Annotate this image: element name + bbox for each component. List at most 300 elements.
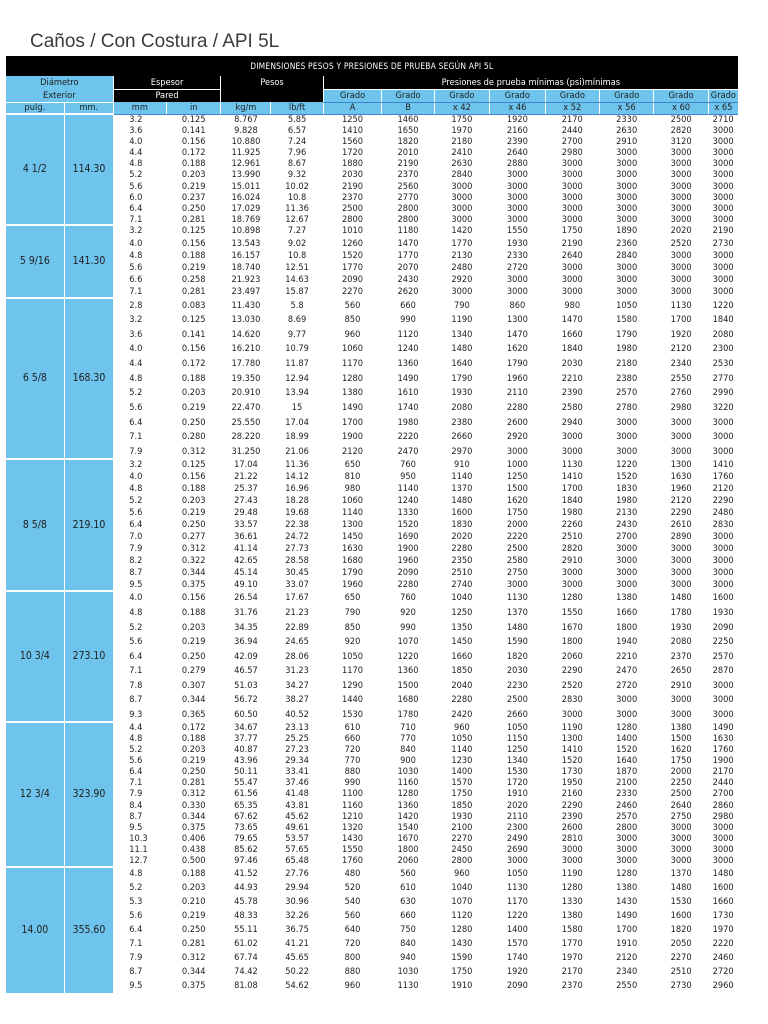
table-cell: 18.769 (231, 213, 261, 225)
table-cell: 7.0 (129, 531, 143, 543)
table-cell: 1450 (451, 636, 473, 648)
table-cell: 34.27 (285, 679, 309, 691)
table-cell: 1130 (670, 299, 692, 311)
table-cell: 0.219 (181, 507, 206, 519)
table-cell: 1790 (451, 372, 473, 384)
table-cell: 2510 (670, 965, 692, 977)
table-cell: 1630 (342, 543, 364, 555)
table-row (6, 867, 739, 881)
table-cell: 1910 (616, 937, 638, 949)
pesos-spacer (221, 89, 323, 102)
table-cell: 2760 (670, 387, 692, 399)
table-cell: 0.188 (181, 249, 206, 261)
table-cell: 2220 (506, 531, 528, 543)
table-row (6, 605, 739, 620)
table-cell: 3000 (616, 147, 638, 159)
table-cell: 17.780 (231, 358, 261, 370)
table-cell: 850 (344, 621, 361, 633)
table-cell: 54.62 (285, 979, 309, 991)
table-cell: 4.4 (129, 147, 143, 159)
table-cell: 6.57 (287, 125, 307, 137)
table-cell: 73.65 (234, 821, 258, 833)
table-cell: 85.62 (234, 844, 258, 856)
table-cell: 0.281 (181, 213, 206, 225)
table-cell: 2160 (506, 125, 528, 137)
table-cell: 920 (344, 636, 361, 648)
table-cell: 3000 (670, 708, 692, 720)
table-cell: 2480 (712, 507, 734, 519)
table-cell: 1620 (670, 743, 692, 755)
size-mm-cell: 219.10 (64, 459, 113, 591)
table-cell: 0.500 (181, 855, 206, 867)
table-cell: 29.48 (234, 507, 258, 519)
table-cell: 11.36 (285, 459, 309, 471)
table-cell: 0.250 (181, 202, 206, 214)
table-cell: 1410 (561, 743, 583, 755)
table-row (6, 620, 739, 635)
table-cell: 2980 (712, 810, 734, 822)
table-cell: 2210 (561, 372, 583, 384)
table-cell: 45.62 (285, 810, 309, 822)
table-cell: 3000 (712, 679, 734, 691)
table-cell: 3000 (670, 579, 692, 591)
table-cell: 1630 (670, 471, 692, 483)
table-cell: 2910 (616, 136, 638, 148)
table-cell: 3000 (712, 567, 734, 579)
table-cell: 7.9 (129, 951, 143, 963)
table-cell: 34.67 (234, 721, 258, 733)
table-cell: 3000 (670, 694, 692, 706)
table-cell: 2160 (561, 788, 583, 800)
table-cell: 1300 (670, 459, 692, 471)
table-cell: 1170 (506, 895, 528, 907)
table-cell: 1450 (342, 531, 364, 543)
pulg-header: pulg. (6, 102, 65, 114)
table-cell: 560 (344, 909, 361, 921)
table-cell: 2220 (397, 431, 419, 443)
table-cell: 0.307 (181, 679, 206, 691)
table-cell: 2640 (561, 249, 583, 261)
table-cell: 3000 (561, 579, 583, 591)
table-cell: 1920 (506, 965, 528, 977)
table-cell: 2570 (616, 810, 638, 822)
table-cell: 16.96 (285, 483, 309, 495)
table-cell: 2750 (506, 567, 528, 579)
table-cell: 5.2 (129, 495, 143, 507)
table-cell: 0.219 (181, 401, 206, 413)
table-cell: 2220 (712, 937, 734, 949)
table-cell: 3000 (712, 169, 734, 181)
size-mm-cell: 168.30 (64, 298, 113, 459)
table-row (6, 579, 739, 591)
table-cell: 1600 (712, 592, 734, 604)
grado-value-7: x 65 (708, 102, 738, 114)
table-cell: 1550 (561, 606, 583, 618)
table-cell: 1630 (712, 732, 734, 744)
table-row (6, 327, 739, 342)
table-cell: 1800 (616, 621, 638, 633)
table-cell: 990 (344, 777, 361, 789)
table-row (6, 286, 739, 298)
table-cell: 1530 (670, 895, 692, 907)
table-cell: 12.94 (285, 372, 309, 384)
table-cell: 480 (344, 867, 361, 879)
table-cell: 1050 (506, 867, 528, 879)
table-cell: 1890 (616, 225, 638, 237)
table-cell: 3000 (712, 261, 734, 273)
table-cell: 1000 (506, 459, 528, 471)
table-cell: 31.76 (234, 606, 258, 618)
table-cell: 2720 (506, 261, 528, 273)
table-cell: 0.250 (181, 650, 206, 662)
table-cell: 880 (344, 766, 361, 778)
table-cell: 2250 (670, 777, 692, 789)
table-cell: 2800 (397, 202, 419, 214)
table-cell: 2910 (561, 555, 583, 567)
table-cell: 17.04 (285, 416, 309, 428)
table-cell: 15 (291, 401, 303, 413)
table-cell: 2120 (342, 445, 364, 457)
table-cell: 3000 (712, 579, 734, 591)
table-row (6, 203, 739, 214)
table-cell: 42.09 (234, 650, 258, 662)
table-cell: 3000 (561, 431, 583, 443)
table-cell: 2280 (451, 694, 473, 706)
table-cell: 0.219 (181, 909, 206, 921)
table-cell: 1060 (342, 495, 364, 507)
table-row (6, 909, 739, 923)
table-cell: 0.203 (181, 743, 206, 755)
table-cell: 16.210 (231, 343, 261, 355)
table-cell: 3000 (561, 274, 583, 286)
table-cell: 8.69 (287, 314, 307, 326)
table-cell: 0.237 (181, 191, 206, 203)
table-cell: 3000 (712, 136, 734, 148)
table-cell: 1430 (342, 833, 364, 845)
table-cell: 2660 (506, 708, 528, 720)
table-cell: 810 (344, 471, 361, 483)
table-cell: 65.35 (234, 799, 258, 811)
table-cell: 1980 (561, 507, 583, 519)
table-cell: 14.12 (285, 471, 309, 483)
table-cell: 7.9 (129, 543, 143, 555)
table-cell: 0.258 (181, 274, 206, 286)
table-row (6, 744, 739, 755)
table-row (6, 833, 739, 844)
table-cell: 3000 (616, 180, 638, 192)
table-cell: 1780 (397, 708, 419, 720)
table-cell: 1590 (451, 951, 473, 963)
table-cell: 2170 (561, 965, 583, 977)
table-row (6, 495, 739, 507)
table-row (6, 415, 739, 430)
table-row (6, 214, 739, 225)
table-cell: 1960 (670, 483, 692, 495)
table-cell: 1490 (712, 721, 734, 733)
table-cell: 1030 (397, 766, 419, 778)
table-cell: 1680 (397, 694, 419, 706)
table-cell: 8.7 (129, 694, 143, 706)
table-cell: 0.281 (181, 286, 206, 298)
table-cell: 3000 (616, 274, 638, 286)
table-cell: 1920 (506, 114, 528, 126)
table-row (6, 274, 739, 286)
table-cell: 2100 (616, 777, 638, 789)
table-cell: 1740 (397, 401, 419, 413)
table-cell: 3000 (670, 543, 692, 555)
table-cell: 17.67 (285, 592, 309, 604)
table-cell: 3000 (506, 213, 528, 225)
table-cell: 2290 (712, 495, 734, 507)
table-cell: 5.6 (129, 755, 143, 767)
table-cell: 3000 (712, 855, 734, 867)
table-cell: 3000 (712, 555, 734, 567)
table-cell: 7.8 (129, 679, 143, 691)
table-cell: 1930 (712, 606, 734, 618)
table-cell: 1280 (397, 788, 419, 800)
table-cell: 8.7 (129, 965, 143, 977)
table-cell: 3000 (670, 844, 692, 856)
table-cell: 7.9 (129, 788, 143, 800)
table-cell: 45.78 (234, 895, 258, 907)
table-row (6, 386, 739, 401)
table-cell: 1380 (616, 592, 638, 604)
table-cell: 1490 (397, 372, 419, 384)
table-cell: 2440 (561, 125, 583, 137)
table-cell: 48.33 (234, 909, 258, 921)
table-cell: 0.280 (181, 431, 206, 443)
table-cell: 1900 (342, 431, 364, 443)
table-cell: 1570 (506, 937, 528, 949)
table-row (6, 895, 739, 909)
table-cell: 4.8 (129, 732, 143, 744)
table-cell: 3000 (712, 158, 734, 170)
table-cell: 3000 (616, 567, 638, 579)
table-cell: 21.23 (285, 606, 309, 618)
api-5l-spec-table (5, 56, 738, 993)
table-cell: 3000 (670, 431, 692, 443)
table-cell: 0.279 (181, 665, 206, 677)
table-cell: 1220 (616, 459, 638, 471)
table-cell: 36.61 (234, 531, 258, 543)
table-cell: 9.77 (287, 328, 307, 340)
table-cell: 1220 (397, 650, 419, 662)
table-cell: 37.77 (234, 732, 258, 744)
table-cell: 1300 (561, 732, 583, 744)
table-cell: 2510 (561, 531, 583, 543)
table-cell: 2060 (397, 855, 419, 867)
table-cell: 32.26 (285, 909, 309, 921)
table-cell: 12.961 (231, 158, 261, 170)
table-cell: 7.1 (129, 937, 143, 949)
table-cell: 1770 (342, 261, 364, 273)
table-cell: 4.0 (129, 471, 143, 483)
table-cell: 4.8 (129, 372, 143, 384)
table-cell: 18.99 (285, 431, 309, 443)
table-cell: 1800 (397, 844, 419, 856)
table-cell: 12.51 (285, 261, 309, 273)
table-cell: 3000 (561, 191, 583, 203)
table-row (6, 663, 739, 678)
table-cell: 1120 (451, 909, 473, 921)
table-cell: 9.3 (129, 708, 143, 720)
table-cell: 2180 (451, 136, 473, 148)
table-cell: 1470 (506, 328, 528, 340)
table-cell: 3.2 (129, 459, 143, 471)
table-cell: 520 (344, 881, 361, 893)
table-cell: 1410 (561, 471, 583, 483)
table-cell: 2390 (561, 810, 583, 822)
table-cell: 0.344 (181, 965, 206, 977)
table-cell: 33.57 (234, 519, 258, 531)
table-cell: 2720 (616, 679, 638, 691)
table-cell: 1700 (342, 416, 364, 428)
table-cell: 3000 (712, 416, 734, 428)
table-cell: 40.87 (234, 743, 258, 755)
table-cell: 5.2 (129, 621, 143, 633)
table-cell: 1420 (397, 810, 419, 822)
table-row (6, 342, 739, 357)
table-cell: 3000 (561, 445, 583, 457)
table-cell: 6.4 (129, 650, 143, 662)
table-cell: 3000 (712, 125, 734, 137)
table-cell: 4.8 (129, 483, 143, 495)
table-cell: 3000 (616, 261, 638, 273)
size-pulg-cell: 12 3/4 (6, 722, 65, 867)
table-row (6, 707, 739, 722)
table-cell: 7.1 (129, 431, 143, 443)
table-cell: 2330 (616, 788, 638, 800)
table-cell: 2720 (712, 965, 734, 977)
table-cell: 8.67 (287, 158, 307, 170)
table-cell: 9.32 (287, 169, 307, 181)
table-cell: 2090 (342, 274, 364, 286)
table-cell: 5.6 (129, 636, 143, 648)
size-pulg-cell: 14.00 (6, 867, 65, 993)
table-cell: 2370 (397, 169, 419, 181)
table-cell: 0.210 (181, 895, 206, 907)
table-cell: 3000 (451, 202, 473, 214)
table-cell: 0.156 (181, 343, 206, 355)
table-cell: 2180 (616, 358, 638, 370)
table-cell: 2920 (506, 431, 528, 443)
table-cell: 4.0 (129, 343, 143, 355)
table-cell: 3000 (561, 844, 583, 856)
table-cell: 1700 (670, 314, 692, 326)
table-cell: 1480 (712, 867, 734, 879)
table-cell: 2560 (397, 180, 419, 192)
table-cell: 7.1 (129, 286, 143, 298)
table-cell: 660 (344, 732, 361, 744)
table-cell: 2350 (451, 555, 473, 567)
table-cell: 3000 (561, 213, 583, 225)
size-mm-cell: 355.60 (64, 867, 113, 993)
table-cell: 1380 (561, 909, 583, 921)
table-cell: 13.94 (285, 387, 309, 399)
table-cell: 2960 (712, 979, 734, 991)
table-cell: 940 (400, 951, 416, 963)
table-cell: 2120 (616, 951, 638, 963)
table-cell: 30.45 (285, 567, 309, 579)
table-cell: 2190 (342, 180, 364, 192)
table-row (6, 881, 739, 895)
table-cell: 2510 (451, 567, 473, 579)
table-cell: 1130 (561, 459, 583, 471)
table-cell: 2410 (451, 147, 473, 159)
table-cell: 1870 (616, 766, 638, 778)
table-cell: 0.141 (181, 328, 206, 340)
table-banner: DIMENSIONES PESOS Y PRESIONES DE PRUEBA SEGÚN API 5L (6, 56, 739, 76)
table-cell: 1050 (616, 299, 638, 311)
table-cell: 640 (344, 923, 361, 935)
table-cell: 0.375 (181, 979, 206, 991)
table-cell: 5.6 (129, 507, 143, 519)
table-cell: 2280 (506, 401, 528, 413)
table-cell: 1480 (451, 343, 473, 355)
table-cell: 3000 (712, 694, 734, 706)
table-cell: 1620 (506, 495, 528, 507)
table-cell: 1260 (342, 237, 364, 249)
table-cell: 2810 (561, 833, 583, 845)
table-cell: 2020 (506, 799, 528, 811)
table-cell: 1130 (506, 592, 528, 604)
table-cell: 0.250 (181, 766, 206, 778)
table-cell: 3000 (616, 158, 638, 170)
table-cell: 3000 (712, 180, 734, 192)
table-cell: 1770 (451, 237, 473, 249)
table-cell: 3000 (616, 286, 638, 298)
table-cell: 0.125 (181, 314, 206, 326)
table-cell: 1190 (451, 314, 473, 326)
table-cell: 53.57 (285, 833, 309, 845)
table-cell: 1770 (561, 937, 583, 949)
table-cell: 3000 (616, 579, 638, 591)
table-cell: 10.8 (287, 191, 307, 203)
table-row (6, 678, 739, 693)
table-cell: 26.54 (234, 592, 258, 604)
table-cell: 42.65 (234, 555, 258, 567)
table-cell: 1910 (506, 788, 528, 800)
table-cell: 2110 (506, 387, 528, 399)
table-cell: 0.312 (181, 951, 206, 963)
in-header: in (167, 102, 221, 114)
table-cell: 1550 (342, 844, 364, 856)
table-cell: 5.6 (129, 401, 143, 413)
table-cell: 2340 (670, 358, 692, 370)
table-row (6, 951, 739, 965)
table-cell: 5.6 (129, 909, 143, 921)
table-cell: 1930 (451, 387, 473, 399)
table-cell: 4.8 (129, 249, 143, 261)
table-cell: 1140 (397, 483, 419, 495)
table-cell: 0.322 (181, 555, 206, 567)
table-cell: 3000 (561, 158, 583, 170)
table-cell: 9.828 (234, 125, 258, 137)
table-cell: 660 (400, 299, 416, 311)
table-cell: 900 (400, 755, 416, 767)
table-cell: 2580 (506, 555, 528, 567)
table-cell: 0.188 (181, 867, 206, 879)
table-cell: 11.430 (231, 299, 261, 311)
table-cell: 1800 (561, 636, 583, 648)
table-cell: 2600 (561, 821, 583, 833)
table-cell: 1420 (451, 225, 473, 237)
table-cell: 990 (400, 621, 416, 633)
table-cell: 1250 (451, 606, 473, 618)
table-cell: 56.72 (234, 694, 258, 706)
table-cell: 1750 (451, 114, 473, 126)
grado-value-3: x 46 (490, 102, 545, 114)
